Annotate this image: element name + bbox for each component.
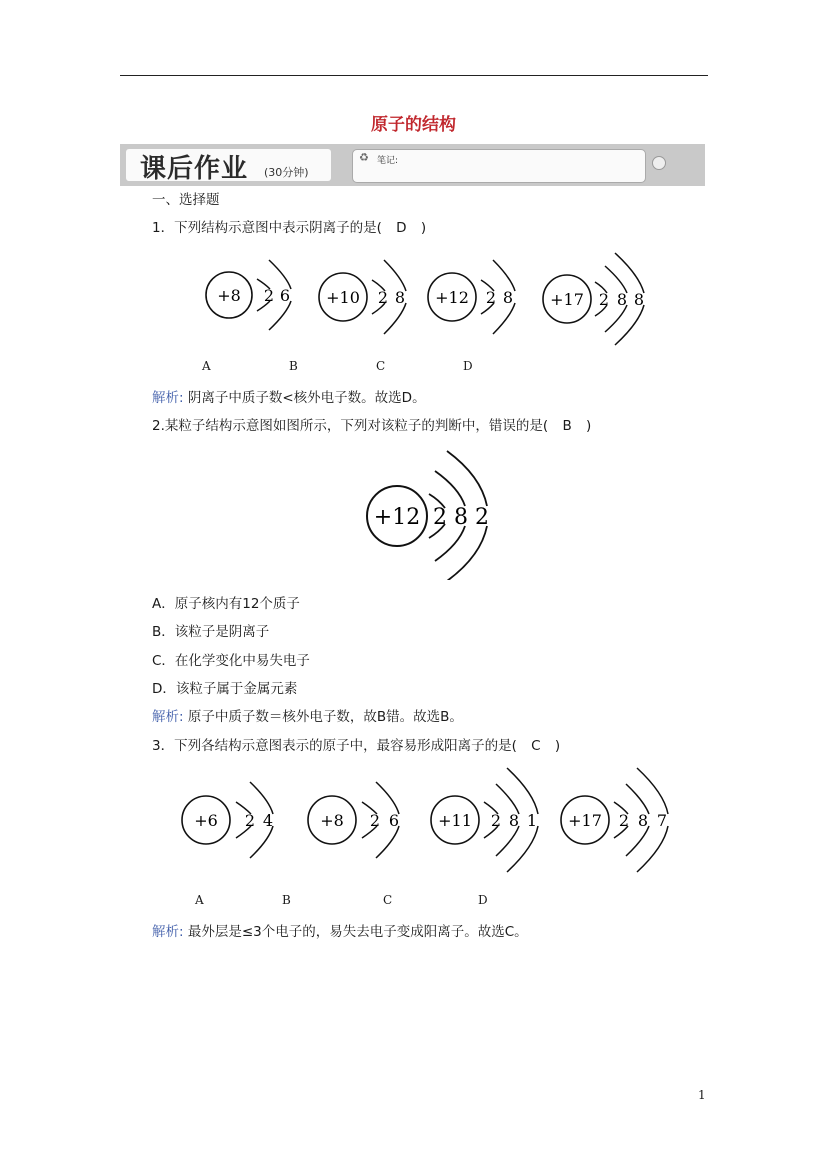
- q3-analysis: [152, 920, 528, 940]
- q1-b-nucleus: +10: [326, 288, 360, 307]
- q1-d-shell-1: 2: [598, 290, 610, 309]
- question-2-text: 2.某粒子结构示意图如图所示，下列对该粒子的判断中，错误的是(: [152, 418, 549, 434]
- q2-analysis: [152, 705, 463, 725]
- question-2-answer: B: [562, 418, 572, 434]
- q3-diagram-d: [561, 768, 668, 872]
- question-1-answer: D: [396, 220, 407, 236]
- q3-d-shell-3: 7: [656, 811, 668, 830]
- question-3-text: 3．下列各结构示意图表示的原子中，最容易形成阳离子的是(: [152, 738, 517, 754]
- q3-analysis-text: 最外层是≤3个电子的，易失去电子变成阳离子。故选C。: [187, 924, 528, 940]
- banner-title: 课后作业: [140, 154, 249, 184]
- q3-a-shell-2: 4: [262, 811, 274, 830]
- page-number: 1: [698, 1088, 706, 1102]
- recycle-icon: ♻: [359, 151, 369, 164]
- question-3-answer: C: [531, 738, 541, 754]
- q2-analysis-label: 解析:: [152, 709, 184, 725]
- q3-analysis-label: 解析:: [152, 924, 184, 940]
- q2-nucleus: +12: [373, 505, 421, 530]
- header-rule: [120, 75, 708, 76]
- q3-b-nucleus: +8: [320, 811, 344, 830]
- q2-shell-1: 2: [433, 505, 447, 530]
- q1-analysis: [152, 386, 426, 406]
- q1-analysis-label: 解析:: [152, 390, 184, 406]
- q3-d-nucleus: +17: [568, 811, 602, 830]
- q3-b-shell-1: 2: [369, 811, 381, 830]
- q2-option-c: C．在化学变化中易失电子: [152, 653, 310, 669]
- q1-diagram-b: [319, 260, 406, 334]
- q1-label-a: A: [202, 359, 211, 373]
- q1-diagram-c: [428, 260, 515, 334]
- q2-diagram: [360, 444, 500, 580]
- q2-shell-3: 2: [475, 505, 489, 530]
- question-2-close: ): [586, 418, 592, 434]
- q1-a-shell-1: 2: [263, 286, 275, 305]
- q3-diagrams: [170, 764, 680, 874]
- q3-b-shell-2: 6: [388, 811, 400, 830]
- q2-analysis-text: 原子中质子数＝核外电子数，故B错。故选B。: [187, 709, 463, 725]
- q1-a-nucleus: +8: [217, 286, 241, 305]
- banner-time: (30分钟): [264, 166, 309, 179]
- q1-diagram-a: [206, 260, 291, 330]
- q1-label-d: D: [463, 359, 473, 373]
- q2-shell-2: 8: [454, 505, 468, 530]
- question-2: [152, 414, 591, 434]
- q1-d-shell-2: 8: [616, 290, 628, 309]
- q1-d-nucleus: +17: [550, 290, 584, 309]
- q1-b-shell-1: 2: [377, 288, 389, 307]
- note-label: 笔记:: [377, 156, 399, 166]
- q3-c-shell-2: 8: [508, 811, 520, 830]
- q3-label-a: A: [195, 893, 204, 907]
- q3-c-shell-3: 1: [526, 811, 538, 830]
- q1-label-b: B: [289, 359, 298, 373]
- q3-a-shell-1: 2: [244, 811, 256, 830]
- q1-c-shell-1: 2: [485, 288, 497, 307]
- q1-d-shell-3: 8: [633, 290, 645, 309]
- question-3: [152, 734, 560, 754]
- q3-label-b: B: [282, 893, 291, 907]
- q1-a-shell-2: 6: [279, 286, 291, 305]
- q1-c-nucleus: +12: [435, 288, 469, 307]
- section-heading: 一、选择题: [152, 192, 220, 208]
- question-1-text: 1．下列结构示意图中表示阴离子的是(: [152, 220, 382, 236]
- q1-analysis-text: 阴离子中质子数<核外电子数。故选D。: [187, 390, 426, 406]
- q3-c-nucleus: +11: [438, 811, 472, 830]
- q2-option-a: A．原子核内有12个质子: [152, 596, 300, 612]
- q2-option-d: D．该粒子属于金属元素: [152, 681, 298, 697]
- q1-diagram-d: [543, 253, 644, 345]
- q3-label-d: D: [478, 893, 488, 907]
- q3-label-c: C: [383, 893, 393, 907]
- q3-c-shell-1: 2: [490, 811, 502, 830]
- q3-a-nucleus: +6: [194, 811, 218, 830]
- q1-c-shell-2: 8: [502, 288, 514, 307]
- q1-diagrams: [195, 248, 655, 348]
- q3-d-shell-1: 2: [618, 811, 630, 830]
- q3-diagram-a: [182, 782, 273, 858]
- q2-option-b: B．该粒子是阴离子: [152, 624, 270, 640]
- clip-icon: [652, 156, 666, 170]
- question-1: [152, 216, 426, 236]
- page-title: 原子的结构: [371, 115, 456, 135]
- q1-b-shell-2: 8: [394, 288, 406, 307]
- question-1-close: ): [420, 220, 427, 236]
- question-3-close: ): [554, 738, 561, 754]
- q3-d-shell-2: 8: [637, 811, 649, 830]
- q3-diagram-b: [308, 782, 399, 858]
- q3-diagram-c: [431, 768, 538, 872]
- q1-label-c: C: [376, 359, 386, 373]
